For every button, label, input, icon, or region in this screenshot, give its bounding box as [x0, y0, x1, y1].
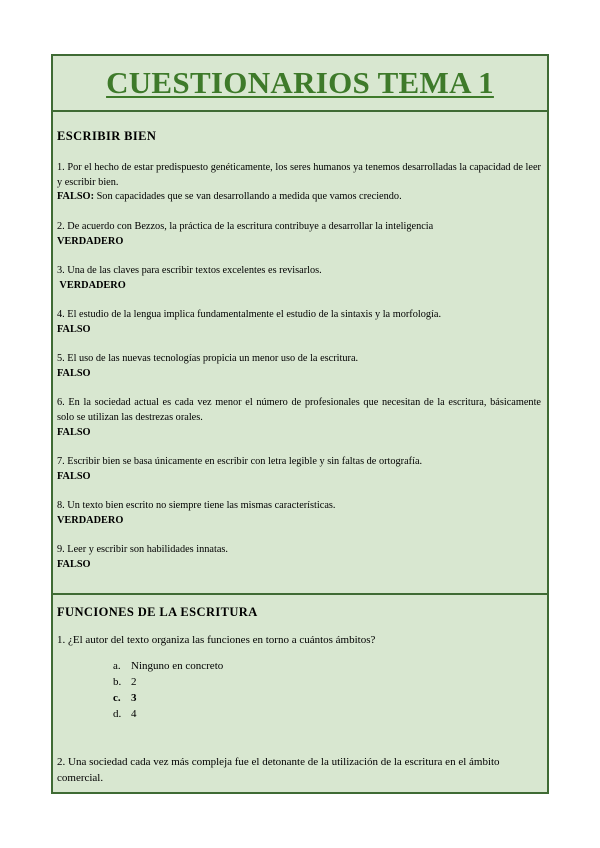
question-text: 5. El uso de las nuevas tecnologías propicia un menor uso de la escritura. [57, 353, 359, 364]
option-label: d. [113, 708, 122, 720]
section-heading: FUNCIONES DE LA ESCRITURA [57, 605, 258, 619]
question-text: 3. Una de las claves para escribir textos excelentes es revisarlos. [57, 265, 322, 276]
page-title: CUESTIONARIOS TEMA 1 [106, 65, 494, 100]
question-8 [57, 498, 541, 513]
question-3 [57, 263, 541, 278]
question-5 [57, 351, 541, 366]
answer-note: Son capacidades que se van desarrollando a medida que vamos creciendo. [94, 191, 402, 202]
section-funciones-escritura [53, 595, 547, 792]
question-text: 8. Un texto bien escrito no siempre tiene las mismas características. [57, 500, 336, 511]
question-1 [57, 160, 541, 190]
option-label: c. [113, 692, 121, 704]
question-7 [57, 454, 541, 469]
answer-label: FALSO: [57, 191, 94, 202]
question-text: 6. En la sociedad actual es cada vez menor el número de profesionales que necesitan de la escritura, básicamente solo se utilizan las destrezas orales. [57, 397, 541, 423]
question-text: 2. De acuerdo con Bezzos, la práctica de la escritura contribuye a desarrollar la inteligencia [57, 221, 434, 232]
section-escribir-bien [53, 112, 547, 595]
question-1 [57, 633, 541, 648]
option-label: a. [113, 660, 121, 672]
title-box [53, 56, 547, 112]
option-c-correct [113, 690, 137, 706]
answer-3: VERDADERO [57, 280, 126, 291]
option-a [113, 658, 223, 674]
answer-7: FALSO [57, 471, 91, 482]
question-9 [57, 542, 541, 557]
answer-9: FALSO [57, 559, 91, 570]
option-b [113, 674, 137, 690]
option-text: 4 [131, 708, 137, 720]
option-text: Ninguno en concreto [131, 660, 224, 672]
answer-1 [57, 190, 402, 204]
question-text: 4. El estudio de la lengua implica fundamentalmente el estudio de la sintaxis y la morfología. [57, 309, 442, 320]
option-text: 3 [131, 692, 137, 704]
question-text: 1. ¿El autor del texto organiza las funciones en torno a cuántos ámbitos? [57, 634, 376, 646]
option-d [113, 706, 137, 722]
answer-8: VERDADERO [57, 515, 124, 526]
answer-4: FALSO [57, 324, 91, 335]
question-2 [57, 219, 541, 234]
answer-5: FALSO [57, 368, 91, 379]
question-6 [57, 395, 541, 425]
question-2 [57, 754, 541, 786]
section-heading: ESCRIBIR BIEN [57, 129, 157, 143]
question-text: 2. Una sociedad cada vez más compleja fue el detonante de la utilización de la escritura en el ámbito comercial. [57, 756, 500, 784]
answer-2: VERDADERO [57, 236, 124, 247]
option-label: b. [113, 676, 122, 688]
question-text: 7. Escribir bien se basa únicamente en escribir con letra legible y sin faltas de ortografía. [57, 456, 423, 467]
question-text: 1. Por el hecho de estar predispuesto genéticamente, los seres humanos ya tenemos desarrolladas la capacidad de leer y escribir bien. [57, 162, 541, 188]
worksheet-frame [51, 54, 549, 794]
answer-6: FALSO [57, 427, 91, 438]
question-4 [57, 307, 541, 322]
option-text: 2 [131, 676, 137, 688]
question-text: 9. Leer y escribir son habilidades innatas. [57, 544, 228, 555]
